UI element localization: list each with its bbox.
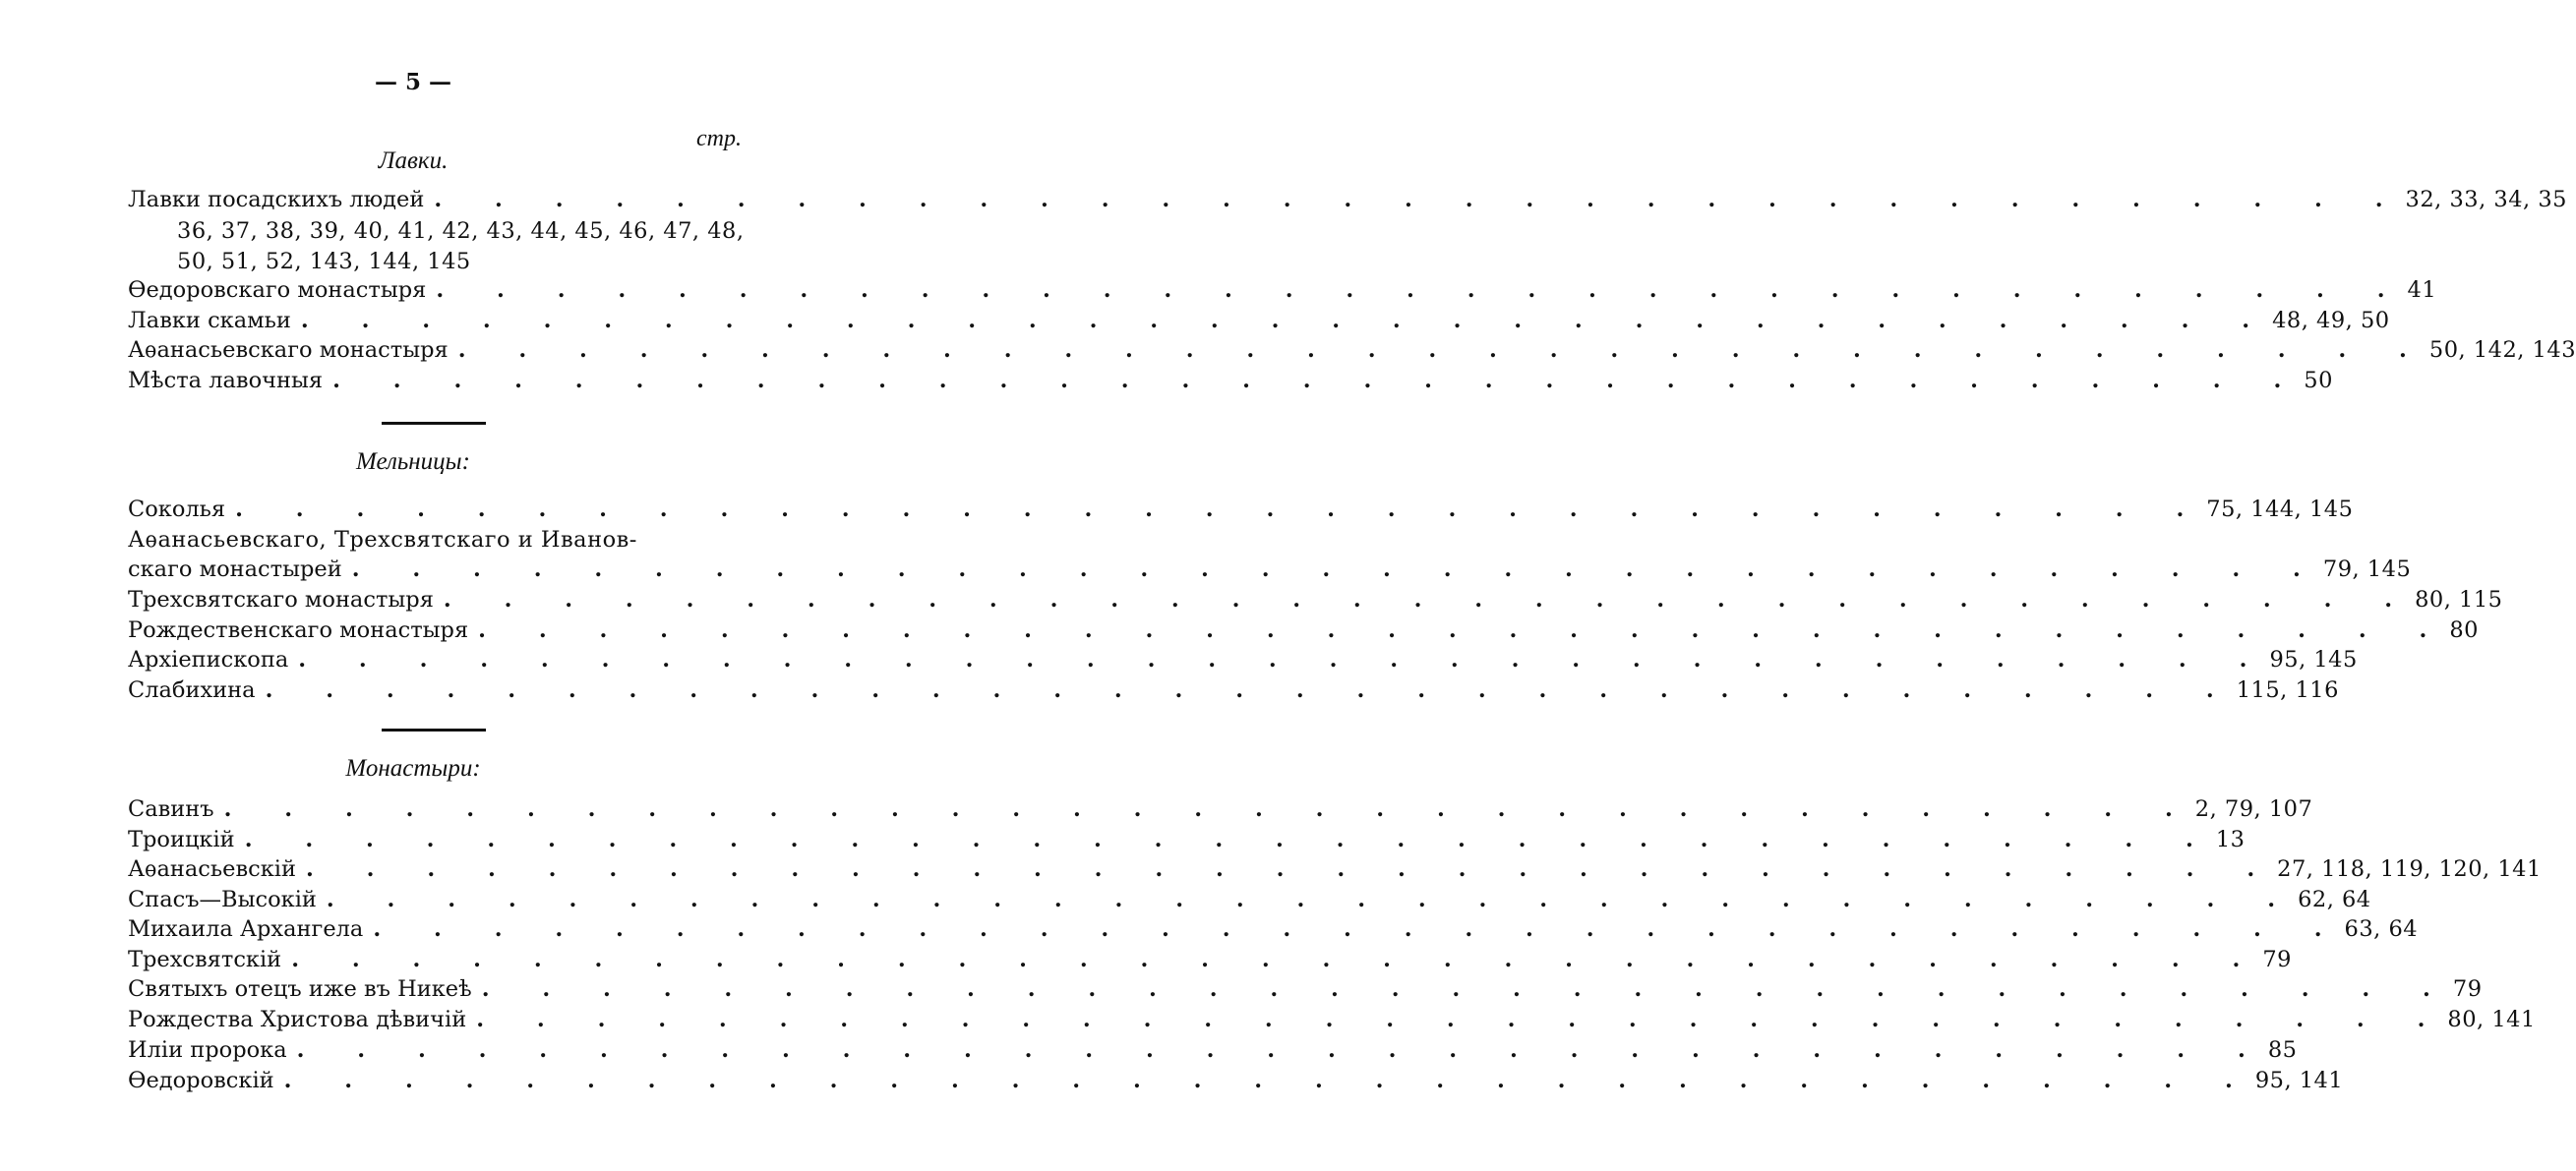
section-heading-shops: Лавки.	[378, 147, 449, 174]
entry-name: Аѳанасьевскаго монастыря	[128, 337, 449, 363]
section-heading-mills: Мельницы:	[356, 448, 470, 475]
index-entry	[128, 796, 2313, 826]
entry-name: Святыхъ отецъ иже въ Никеѣ	[128, 976, 472, 1002]
dot-leader: . . . . . . . . . . . . . . . . . . . . . . . . . . . . . . . . .	[265, 677, 2237, 703]
entry-name: Лавки скамьи	[128, 308, 291, 333]
entry-pages: 48, 49, 50	[2272, 308, 2390, 333]
entry-pages: 95, 141	[2254, 1068, 2344, 1093]
dot-leader: . . . . . . . . . . . . . . . . . . . . . . . . . . . . . . . . .	[300, 308, 2273, 333]
entry-name: Спасъ—Высокій	[128, 887, 317, 912]
entry-name: Троицкій	[128, 827, 235, 852]
index-entry	[128, 976, 2483, 1006]
index-entry	[128, 1037, 2298, 1067]
dot-leader: . . . . . . . . . . . . . . . . . . . . . . . . . . . . . . . . .	[244, 827, 2216, 852]
entry-pages: 75, 144, 145	[2206, 497, 2354, 522]
entry-pages: 13	[2215, 827, 2246, 852]
entry-name: Михаила Архангела	[128, 916, 364, 942]
section-divider	[382, 422, 486, 425]
index-entry	[128, 187, 2567, 216]
entry-pages: 79, 145	[2322, 556, 2412, 582]
dot-leader: . . . . . . . . . . . . . . . . . . . . . . . . . . . . . . . . .	[476, 1007, 2448, 1032]
index-entry	[128, 916, 2419, 946]
entry-name: Лавки посадскихъ людей	[128, 187, 425, 212]
entry-name: Иліи пророка	[128, 1037, 287, 1063]
entry-name: Архіепископа	[128, 647, 289, 673]
section-heading-monasteries: Монастыри:	[345, 755, 481, 782]
index-entry	[128, 308, 2390, 337]
dot-leader: . . . . . . . . . . . . . . . . . . . . . . . . . . . . . . . . .	[326, 887, 2299, 912]
dot-leader: . . . . . . . . . . . . . . . . . . . . . . . . . . . . . . . . .	[298, 647, 2270, 673]
entry-name: Ѳедоровскаго монастыря	[128, 277, 427, 303]
entry-pages: 32, 33, 34, 35	[2405, 187, 2567, 212]
index-entry	[128, 827, 2246, 856]
entry-pages: 115, 116	[2236, 677, 2339, 703]
entry-pages: 79	[2262, 947, 2292, 972]
index-entry	[128, 617, 2479, 647]
entry-name: Рождественскаго монастыря	[128, 617, 469, 643]
column-label: стр.	[696, 126, 742, 151]
entry-name: скаго монастырей	[128, 556, 342, 582]
entry-continuation: 36, 37, 38, 39, 40, 41, 42, 43, 44, 45, 46, 47, 48,	[177, 218, 745, 244]
dot-leader: . . . . . . . . . . . . . . . . . . . . . . . . . . . . . . . . .	[305, 856, 2278, 882]
dot-leader: . . . . . . . . . . . . . . . . . . . . . . . . . . . . . . . . .	[332, 368, 2305, 393]
entry-pages: 50, 142, 143	[2428, 337, 2576, 363]
dot-leader: . . . . . . . . . . . . . . . . . . . . . . . . . . . . . . . . .	[296, 1037, 2268, 1063]
entry-pages: 62, 64	[2298, 887, 2371, 912]
index-entry	[128, 277, 2437, 307]
entry-pages: 2, 79, 107	[2194, 796, 2313, 822]
index-entry	[128, 587, 2503, 616]
entry-pages: 27, 118, 119, 120, 141	[2277, 856, 2542, 882]
dot-leader: . . . . . . . . . . . . . . . . . . . . . . . . . . . . . . . . .	[351, 556, 2323, 582]
index-entry	[128, 677, 2339, 707]
entry-name: Савинъ	[128, 796, 214, 822]
index-entry	[128, 556, 2412, 586]
entry-name: Аѳанасьевскій	[128, 856, 296, 882]
dot-leader: . . . . . . . . . . . . . . . . . . . . . . . . . . . . . . . . .	[436, 277, 2408, 303]
entry-name: Трехсвятскій	[128, 947, 282, 972]
entry-name: Соколья	[128, 497, 226, 522]
dot-leader: . . . . . . . . . . . . . . . . . . . . . . . . . . . . . . . . .	[235, 497, 2207, 522]
index-entry	[128, 647, 2358, 676]
dot-leader: . . . . . . . . . . . . . . . . . . . . . . . . . . . . . . . . .	[223, 796, 2195, 822]
index-entry	[128, 1068, 2344, 1097]
index-entry	[128, 887, 2371, 916]
index-entry	[128, 368, 2333, 397]
entry-pages: 80	[2449, 617, 2479, 643]
dot-leader: . . . . . . . . . . . . . . . . . . . . . . . . . . . . . . . . .	[478, 617, 2450, 643]
index-entry	[128, 856, 2542, 886]
dot-leader: . . . . . . . . . . . . . . . . . . . . . . . . . . . . . . . . .	[283, 1068, 2255, 1093]
entry-continuation: Аѳанасьевскаго, Трехсвятскаго и Иванов-	[128, 527, 637, 553]
entry-pages: 50	[2304, 368, 2333, 393]
entry-name: Ѳедоровскій	[128, 1068, 274, 1093]
entry-name: Трехсвятскаго монастыря	[128, 587, 434, 613]
entry-pages: 80, 115	[2415, 587, 2503, 613]
entry-pages: 79	[2452, 976, 2483, 1002]
entry-name: Мѣста лавочныя	[128, 368, 324, 393]
section-divider	[382, 729, 486, 732]
index-entry	[128, 1007, 2536, 1036]
entry-pages: 80, 141	[2447, 1007, 2536, 1032]
dot-leader: . . . . . . . . . . . . . . . . . . . . . . . . . . . . . . . . .	[291, 947, 2263, 972]
entry-continuation: 50, 51, 52, 143, 144, 145	[177, 249, 471, 274]
dot-leader: . . . . . . . . . . . . . . . . . . . . . . . . . . . . . . . . .	[434, 187, 2406, 212]
entry-pages: 95, 145	[2269, 647, 2358, 673]
entry-name: Слабихина	[128, 677, 256, 703]
index-entry	[128, 497, 2354, 526]
dot-leader: . . . . . . . . . . . . . . . . . . . . . . . . . . . . . . . . .	[443, 587, 2416, 613]
entry-pages: 41	[2407, 277, 2437, 303]
entry-pages: 85	[2267, 1037, 2298, 1063]
dot-leader: . . . . . . . . . . . . . . . . . . . . . . . . . . . . . . . . .	[481, 976, 2453, 1002]
index-entry	[128, 947, 2292, 976]
page-number: — 5 —	[374, 69, 452, 95]
entry-name: Рождества Христова дѣвичій	[128, 1007, 467, 1032]
index-entry	[128, 337, 2576, 367]
entry-pages: 63, 64	[2344, 916, 2419, 942]
dot-leader: . . . . . . . . . . . . . . . . . . . . . . . . . . . . . . . . .	[457, 337, 2429, 363]
dot-leader: . . . . . . . . . . . . . . . . . . . . . . . . . . . . . . . . .	[373, 916, 2345, 942]
